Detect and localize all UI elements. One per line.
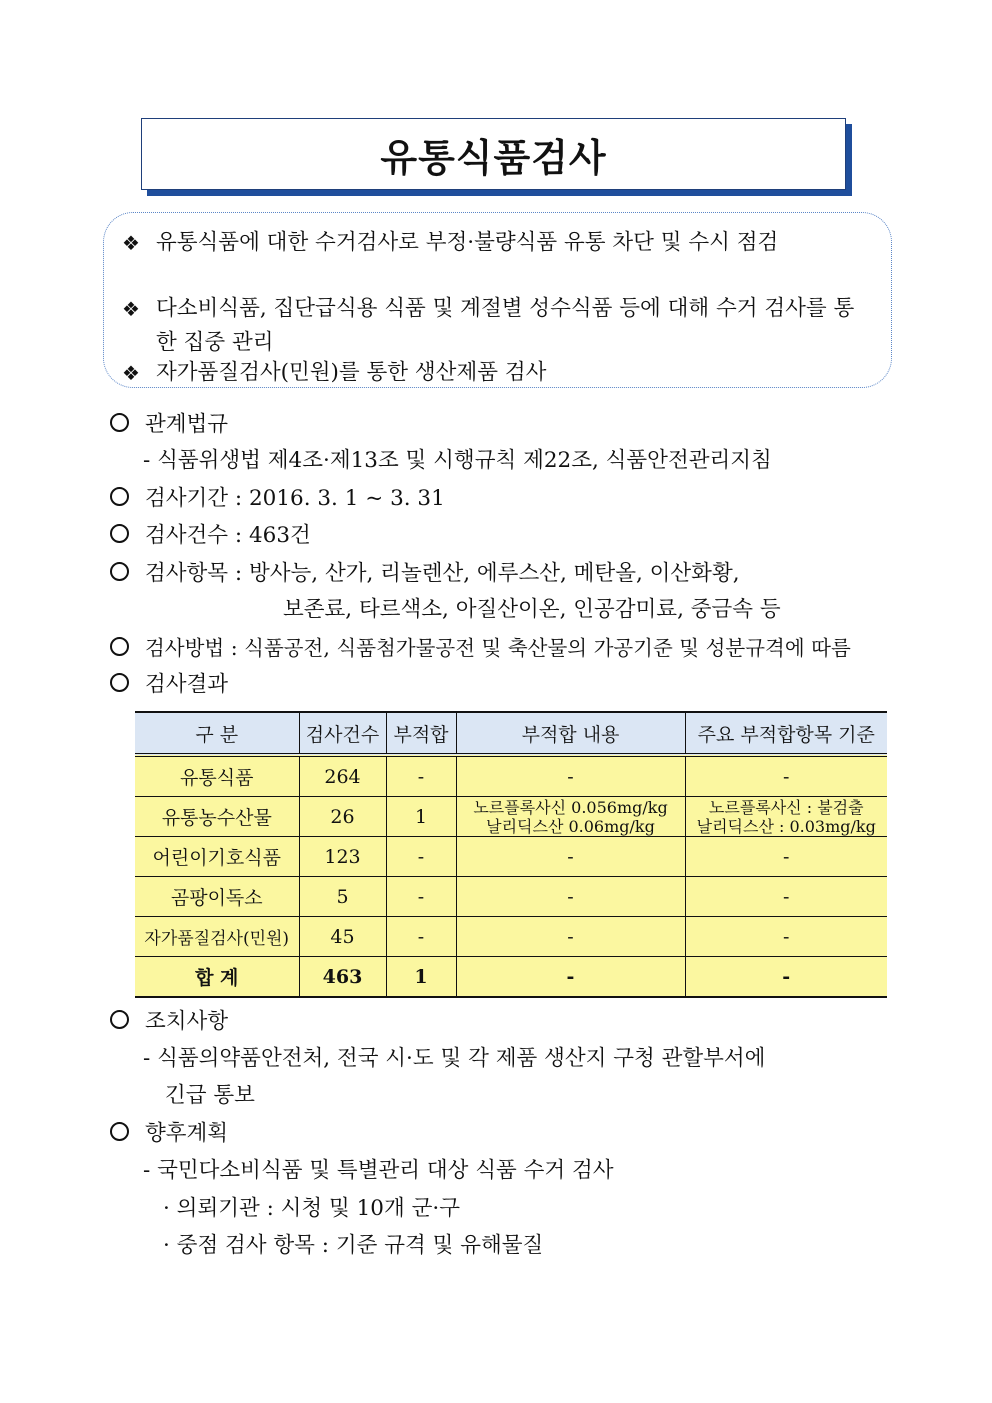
table-cell: 어린이기호식품 xyxy=(135,837,299,877)
table-cell: - xyxy=(685,877,887,917)
table-cell: - xyxy=(456,917,685,957)
method-line xyxy=(110,633,851,663)
table-cell: - xyxy=(386,877,456,917)
results-heading xyxy=(110,670,228,700)
items-text: 검사항목 : 방사능, 산가, 리놀렌산, 에루스산, 메탄올, 이산화황, xyxy=(145,561,740,586)
table-cell: 45 xyxy=(299,917,386,957)
total-cell: - xyxy=(685,957,887,998)
standard-lines: 노르플록사신 : 불검출 날리딕스산 : 0.03mg/kg xyxy=(696,797,876,836)
table-cell: 123 xyxy=(299,837,386,877)
table-cell: - xyxy=(685,837,887,877)
table-row xyxy=(135,917,887,957)
header-count: 검사건수 xyxy=(299,712,386,755)
table-cell: 26 xyxy=(299,797,386,837)
period-line xyxy=(110,484,445,514)
plan-heading-text: 향후계획 xyxy=(145,1121,229,1146)
circle-bullet-icon xyxy=(110,524,129,543)
results-table xyxy=(135,711,887,998)
table-cell: 자가품질검사(민원) xyxy=(135,917,299,957)
table-cell: 1 xyxy=(386,797,456,837)
table-cell-multiline xyxy=(456,797,685,837)
table-cell: - xyxy=(685,917,887,957)
total-cell: - xyxy=(456,957,685,998)
header-standard: 주요 부적합항목 기준 xyxy=(685,712,887,755)
total-cell: 463 xyxy=(299,957,386,998)
count-line xyxy=(110,521,311,551)
title-box xyxy=(141,118,846,190)
action-line-1: - 식품의약품안전처, 전국 시·도 및 각 제품 생산지 구청 관할부서에 xyxy=(143,1046,766,1071)
results-heading-text: 검사결과 xyxy=(145,672,229,697)
header-fail-detail: 부적합 내용 xyxy=(456,712,685,755)
plan-line-2: · 의뢰기관 : 시청 및 10개 군·구 xyxy=(163,1196,460,1221)
total-cell: 1 xyxy=(386,957,456,998)
items-line xyxy=(110,559,740,589)
page-title: 유통식품검사 xyxy=(380,135,607,180)
table-cell: 유통식품 xyxy=(135,755,299,797)
summary-text: 다소비식품, 집단급식용 식품 및 계절별 성수식품 등에 대해 수거 검사를 통한 집중 관리 xyxy=(156,296,855,355)
table-cell: - xyxy=(386,917,456,957)
table-header-row xyxy=(135,712,887,755)
table-row xyxy=(135,837,887,877)
law-heading-text: 관계법규 xyxy=(145,412,229,437)
table-cell: - xyxy=(456,837,685,877)
plan-line-3: · 중점 검사 항목 : 기준 규격 및 유해물질 xyxy=(163,1233,544,1258)
table-cell: - xyxy=(386,837,456,877)
diamond-bullet-icon: ❖ xyxy=(122,361,140,385)
summary-text: 유통식품에 대한 수거검사로 부정·불량식품 유통 차단 및 수시 점검 xyxy=(156,230,779,255)
action-heading xyxy=(110,1007,228,1037)
circle-bullet-icon xyxy=(110,487,129,506)
action-heading-text: 조치사항 xyxy=(145,1009,229,1034)
law-heading xyxy=(110,410,228,440)
items-line-2: 보존료, 타르색소, 아질산이온, 인공감미료, 중금속 등 xyxy=(283,597,781,622)
action-line-2: 긴급 통보 xyxy=(165,1083,255,1108)
fail-detail-lines: 노르플록사신 0.056mg/kg 날리딕스산 0.06mg/kg xyxy=(473,797,668,836)
header-category: 구 분 xyxy=(135,712,299,755)
table-cell: 264 xyxy=(299,755,386,797)
circle-bullet-icon xyxy=(110,413,129,432)
circle-bullet-icon xyxy=(110,1122,129,1141)
circle-bullet-icon xyxy=(110,562,129,581)
table-cell: - xyxy=(456,877,685,917)
summary-box xyxy=(103,212,892,388)
law-detail: - 식품위생법 제4조·제13조 및 시행규칙 제22조, 식품안전관리지침 xyxy=(143,448,772,473)
table-cell: - xyxy=(685,755,887,797)
circle-bullet-icon xyxy=(110,637,129,656)
table-row xyxy=(135,797,887,837)
diamond-bullet-icon: ❖ xyxy=(122,231,140,255)
plan-heading xyxy=(110,1119,228,1149)
plan-line-1: - 국민다소비식품 및 특별관리 대상 식품 수거 검사 xyxy=(143,1158,614,1183)
table-row xyxy=(135,877,887,917)
method-text: 검사방법 : 식품공전, 식품첨가물공전 및 축산물의 가공기준 및 성분규격에 따름 xyxy=(145,636,851,660)
table-cell: 5 xyxy=(299,877,386,917)
table-cell: 곰팡이독소 xyxy=(135,877,299,917)
summary-item xyxy=(122,292,856,360)
table-row xyxy=(135,755,887,797)
summary-item xyxy=(122,226,856,260)
summary-text: 자가품질검사(민원)를 통한 생산제품 검사 xyxy=(156,360,547,385)
table-cell-multiline xyxy=(685,797,887,837)
table-total-row xyxy=(135,957,887,998)
circle-bullet-icon xyxy=(110,673,129,692)
circle-bullet-icon xyxy=(110,1010,129,1029)
summary-item xyxy=(122,356,856,390)
header-fail: 부적합 xyxy=(386,712,456,755)
period-text: 검사기간 : 2016. 3. 1 ~ 3. 31 xyxy=(145,486,445,511)
table-cell: - xyxy=(456,755,685,797)
diamond-bullet-icon: ❖ xyxy=(122,297,140,321)
table-cell: 유통농수산물 xyxy=(135,797,299,837)
total-cell: 합 계 xyxy=(135,957,299,998)
table-cell: - xyxy=(386,755,456,797)
count-text: 검사건수 : 463건 xyxy=(145,523,311,548)
